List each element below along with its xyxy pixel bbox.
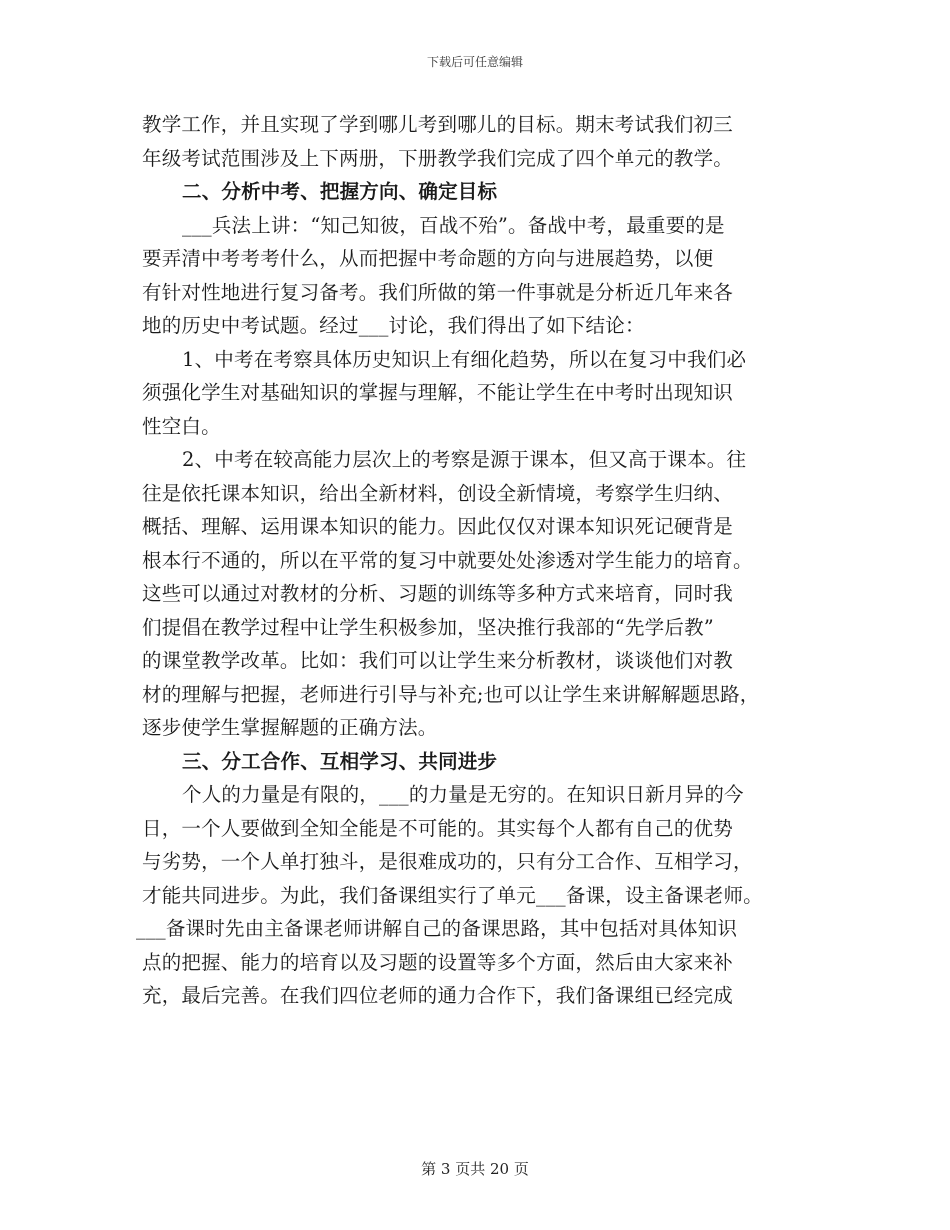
page-header: 下载后可任意编辑 — [426, 55, 523, 69]
page-footer: 第 3 页共 20 页 — [421, 1160, 529, 1178]
text-line: 地的历史中考试题。经过___讨论，我们得出了如下结论： — [142, 314, 645, 337]
text-line: 有针对性地进行复习备考。我们所做的第一件事就是分析近几年来各 — [142, 280, 734, 304]
text-line: 才能共同进步。为此，我们备课组实行了单元___备课，设主备课老师。 — [142, 883, 763, 907]
text-line: 这些可以通过对教材的分析、习题的训练等多种方式来培育，同时我 — [142, 582, 734, 605]
text-line: 个人的力量是有限的，___的力量是无穷的。在知识日新月异的今 — [182, 783, 744, 806]
document-body — [136, 108, 812, 1013]
text-line: ___兵法上讲：“知己知彼，百战不殆”。备战中考，最重要的是 — [182, 213, 725, 237]
text-line: 往是依托课本知识，给出全新材料，创设全新情境，考察学生归纳、 — [142, 481, 734, 505]
text-line: 逐步使学生掌握解题的正确方法。 — [142, 716, 438, 739]
text-line: 1、中考在考察具体历史知识上有细化趋势，所以在复习中我们必 — [182, 347, 747, 371]
text-line: 根本行不通的，所以在平常的复习中就要处处渗透对学生能力的培育。 — [142, 548, 753, 572]
text-line: 2、中考在较高能力层次上的考察是源于课本，但又高于课本。往 — [182, 448, 747, 471]
text-line: 概括、理解、运用课本知识的能力。因此仅仅对课本知识死记硬背是 — [142, 515, 734, 538]
text-line: ___备课时先由主备课老师讲解自己的备课思路，其中包括对具体知识 — [136, 917, 738, 940]
section-heading: 二、分析中考、把握方向、确定目标 — [182, 180, 498, 203]
text-line: 的课堂教学改革。比如：我们可以让学生来分析教材，谈谈他们对教 — [142, 649, 734, 672]
text-line: 与劣势，一个人单打独斗，是很难成功的，只有分工合作、互相学习， — [142, 850, 753, 873]
text-line: 点的把握、能力的培育以及习题的设置等多个方面，然后由大家来补 — [142, 950, 734, 974]
text-line: 材的理解与把握，老师进行引导与补充;也可以让学生来讲解解题思路， — [142, 682, 760, 706]
section-heading: 三、分工合作、互相学习、共同进步 — [182, 749, 498, 773]
text-line: 年级考试范围涉及上下两册，下册教学我们完成了四个单元的教学。 — [142, 146, 734, 170]
text-line: 性空白。 — [142, 414, 221, 438]
text-line: 日，一个人要做到全知全能是不可能的。其实每个人都有自己的优势 — [142, 816, 734, 840]
text-line: 们提倡在教学过程中让学生积极参加，坚决推行我部的“先学后教” — [142, 615, 714, 639]
text-line: 须强化学生对基础知识的掌握与理解，不能让学生在中考时出现知识 — [142, 381, 734, 404]
text-line: 要弄清中考考考什么，从而把握中考命题的方向与进展趋势，以便 — [142, 247, 714, 270]
text-line: 教学工作，并且实现了学到哪儿考到哪儿的目标。期末考试我们初三 — [142, 113, 734, 136]
text-line: 充，最后完善。在我们四位老师的通力合作下，我们备课组已经完成 — [142, 984, 734, 1007]
